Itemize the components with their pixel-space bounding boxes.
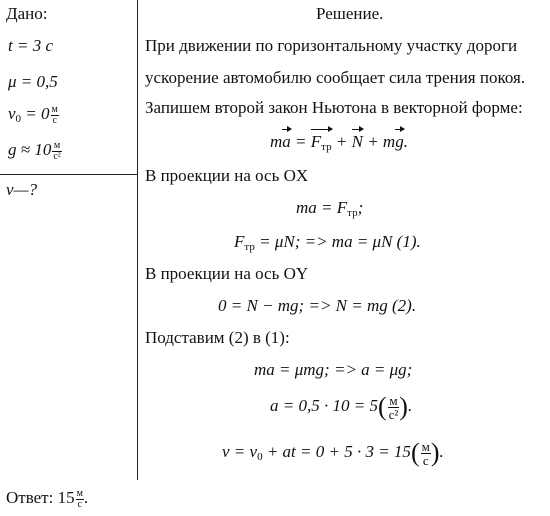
answer: Ответ: 15 $\frac{м}{с}$ .	[6, 487, 89, 510]
given-find: v—?	[6, 180, 38, 199]
solution-text-line: Запишем второй закон Ньютона в векторной форме:	[145, 98, 523, 117]
equation-oy: 0 = N − mg; => N = mg (2).	[218, 296, 417, 315]
table-vertical-divider	[137, 0, 138, 480]
projection-ox-label: В проекции на ось OX	[145, 166, 309, 185]
substitution-label: Подставим (2) в (1):	[145, 328, 290, 347]
given-time: t = 3 с	[8, 36, 53, 55]
equation-ox-2: $F_{тр} = \mu N$; => ma = μN (1).	[234, 232, 421, 253]
projection-oy-label: В проекции на ось OY	[145, 264, 309, 283]
given-initial-velocity: $v_0 = 0$ $\frac{м}{с}$	[8, 103, 58, 126]
given-friction-coefficient: μ = 0,5	[8, 72, 58, 91]
equation-acceleration-2: a = 0,5 · 10 = 5( $\frac{м}{\text{с²}}$ ).	[270, 392, 413, 422]
given-header: Дано:	[6, 4, 48, 23]
solution-text-line: ускорение автомобилю сообщает сила трения покоя.	[145, 68, 526, 87]
given-divider	[0, 174, 137, 175]
equation-ox-1: ma = $F_{тр}$;	[296, 198, 364, 219]
equation-acceleration-1: ma = μmg; => a = μg;	[254, 360, 413, 379]
solution-header: Решение.	[316, 4, 384, 23]
equation-velocity: $v = v_0$ + at = 0 + 5 · 3 = 15( $\frac{м}{с}$ ).	[222, 438, 444, 468]
equation-newton-vector: ma = $F_{тр} + N$ + mg.	[270, 132, 408, 153]
given-gravity: g ≈ 10 $\frac{м}{\text{с²}}$	[8, 139, 61, 162]
solution-text-line: При движении по горизонтальному участку дороги	[145, 36, 518, 55]
